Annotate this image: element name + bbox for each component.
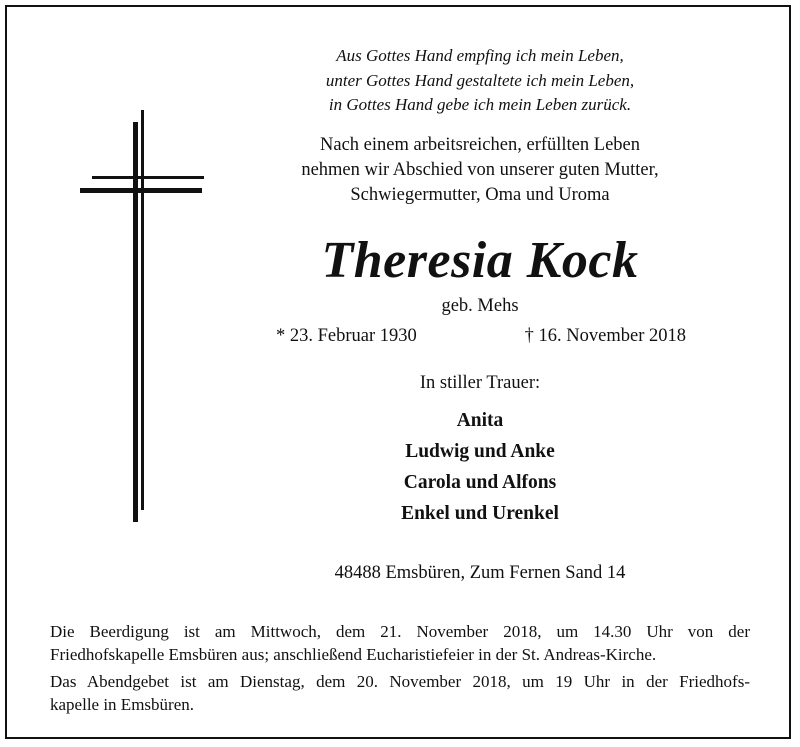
verse-line: in Gottes Hand gebe ich mein Leben zurück. <box>328 95 632 114</box>
mourners-list <box>240 405 720 529</box>
verse-line: unter Gottes Hand gestaltete ich mein Leben, <box>325 70 635 90</box>
mourner: Ludwig und Anke <box>405 441 555 462</box>
mourner: Anita <box>456 410 504 431</box>
verse-line: Aus Gottes Hand empfing ich mein Leben, <box>336 46 624 65</box>
birth-date: * 23. Februar 1930 <box>276 326 417 346</box>
life-dates <box>270 323 700 349</box>
mourning-label: In stiller Trauer: <box>419 373 541 393</box>
notice-line: kapelle in Emsbüren. <box>50 695 194 714</box>
notice-line: Das Abendgebet ist am Dienstag, dem 20. November 2018, um 19 Uhr in der Friedhofs- <box>50 672 750 691</box>
intro-line: Schwiegermutter, Oma und Uroma <box>350 185 610 205</box>
intro-line: Nach einem arbeitsreichen, erfüllten Leben <box>320 135 640 155</box>
intro-line: nehmen wir Abschied von unserer guten Mutter, <box>301 160 659 180</box>
deceased-name: Theresia Kock <box>321 232 639 289</box>
funeral-notice <box>50 620 750 666</box>
mourner: Carola und Alfons <box>403 472 557 493</box>
evening-prayer-notice <box>50 670 750 716</box>
verse <box>240 44 720 118</box>
death-date: † 16. November 2018 <box>524 326 686 346</box>
notice-line: Die Beerdigung ist am Mittwoch, dem 21. November 2018, um 14.30 Uhr von der <box>50 622 750 641</box>
maiden-name: geb. Mehs <box>441 296 519 316</box>
address: 48488 Emsbüren, Zum Fernen Sand 14 <box>334 563 626 583</box>
mourner: Enkel und Urenkel <box>401 503 559 524</box>
cross-icon <box>80 110 204 522</box>
notice-line: Friedhofskapelle Emsbüren aus; anschließend Eucharistiefeier in der St. Andreas-Kirche. <box>50 645 657 664</box>
intro-text <box>240 133 720 208</box>
